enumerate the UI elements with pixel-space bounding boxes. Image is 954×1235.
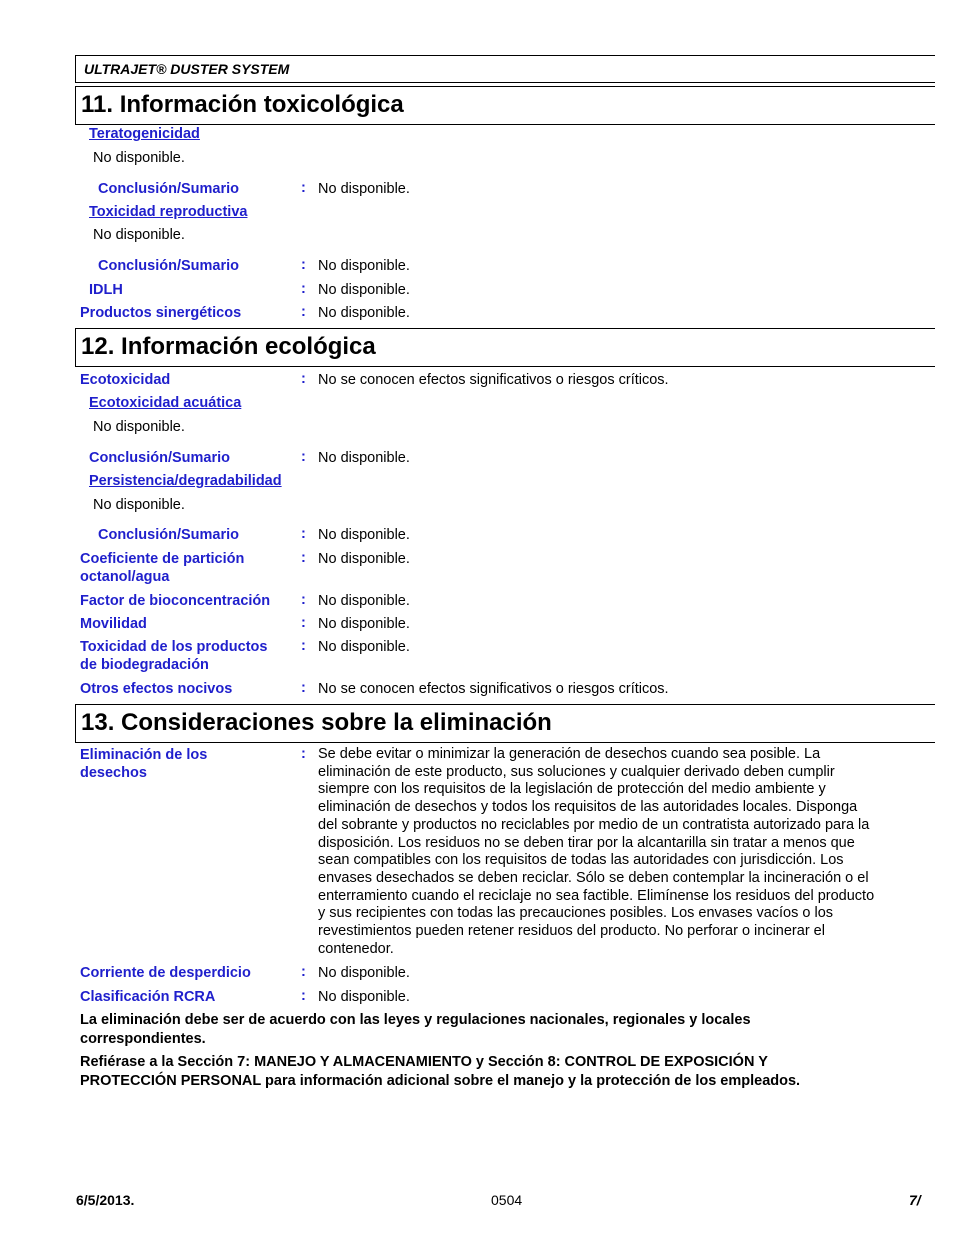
eliminacion-line: envases desechados se deben reciclar. Sólo se deben contemplar la incineración o el <box>318 869 869 886</box>
otros-efectos-label: Otros efectos nocivos <box>80 681 233 697</box>
conclusion-value: No disponible. <box>318 527 410 543</box>
eliminacion-line: y sus recipientes con todas las precauciones posibles. Los envases vacíos o los <box>318 905 834 922</box>
eliminacion-line: del sobrante y productos no reciclables por medio de un contratista autorizado para la <box>318 816 870 833</box>
eliminacion-line: eliminación de este producto, sus soluciones y cualquier derivado deben cumplir <box>318 763 835 780</box>
colon: : <box>301 615 306 631</box>
colon: : <box>301 257 306 273</box>
colon: : <box>301 180 306 196</box>
toxicidad-reproductiva-link[interactable]: Toxicidad reproductiva <box>89 204 248 220</box>
eliminacion-line: revestimientos pueden retener residuos del producto. No perforar o incinerar el <box>318 923 825 940</box>
toxicidad-productos-label-line1: Toxicidad de los productos <box>80 639 268 655</box>
toxicidad-productos-label <box>80 638 267 674</box>
section-13-title: 13. Consideraciones sobre la eliminación <box>81 709 552 736</box>
reference-note <box>80 1053 930 1090</box>
eliminacion-label <box>80 746 207 782</box>
eliminacion-label-line1: Eliminación de los <box>80 747 208 763</box>
conclusion-value: No disponible. <box>318 181 410 197</box>
section-11-header <box>75 86 935 125</box>
conclusion-value: No disponible. <box>318 450 410 466</box>
eliminacion-line: sean compatibles con los requisitos de todas las autoridades con jurisdicción. Los <box>318 852 844 869</box>
colon: : <box>301 449 306 465</box>
conclusion-label: Conclusión/Sumario <box>89 450 230 466</box>
coeficiente-label <box>80 550 244 586</box>
eliminacion-line: siempre con los requisitos de la legislación de protección del medio ambiente y <box>318 781 826 798</box>
eliminacion-line: contenedor. <box>318 940 394 957</box>
eliminacion-line: enterramiento cuando el reciclaje no sea factible. Elimínense los residuos del producto <box>318 887 875 904</box>
bioconcentracion-value: No disponible. <box>318 593 410 609</box>
disposal-note <box>80 1011 880 1048</box>
footer-date: 6/5/2013. <box>76 1192 135 1208</box>
footer-page: 7/ <box>909 1192 921 1208</box>
toxicidad-reproductiva-value: No disponible. <box>93 227 185 243</box>
rcra-label: Clasificación RCRA <box>80 989 216 1005</box>
toxicidad-productos-label-line2: de biodegradación <box>80 657 209 673</box>
ecotoxicidad-value: No se conocen efectos significativos o riesgos críticos. <box>318 372 669 388</box>
idlh-label: IDLH <box>89 282 123 298</box>
eliminacion-line: disposición. Los residuos no se deben tirar por la alcantarilla sin tratar a menos que <box>318 834 855 851</box>
colon: : <box>301 638 306 654</box>
productos-sinergeticos-value: No disponible. <box>318 305 410 321</box>
conclusion-label: Conclusión/Sumario <box>98 527 239 543</box>
colon: : <box>301 988 306 1004</box>
section-12-header <box>75 328 935 367</box>
disposal-note-line1: La eliminación debe ser de acuerdo con las leyes y regulaciones nacionales, regionales y locales <box>80 1012 751 1028</box>
eliminacion-line: eliminación de desechos y todos los requisitos de las autoridades locales. Disponga <box>318 799 858 816</box>
footer-code: 0504 <box>491 1192 523 1208</box>
colon: : <box>301 371 306 387</box>
persistencia-value: No disponible. <box>93 497 185 513</box>
toxicidad-productos-value: No disponible. <box>318 639 410 655</box>
teratogenicidad-link[interactable]: Teratogenicidad <box>89 126 200 142</box>
reference-note-line2: PROTECCIÓN PERSONAL para información adicional sobre el manejo y la protección de los empleados. <box>80 1072 801 1089</box>
colon: : <box>301 592 306 608</box>
colon: : <box>301 680 306 696</box>
colon: : <box>301 746 306 762</box>
eliminacion-line: Se debe evitar o minimizar la generación de desechos cuando sea posible. La <box>318 746 821 762</box>
colon: : <box>301 550 306 566</box>
otros-efectos-value: No se conocen efectos significativos o riesgos críticos. <box>318 681 669 697</box>
conclusion-label: Conclusión/Sumario <box>98 258 239 274</box>
coeficiente-value: No disponible. <box>318 551 410 567</box>
corriente-desperdicio-label: Corriente de desperdicio <box>80 965 251 981</box>
persistencia-link[interactable]: Persistencia/degradabilidad <box>89 473 282 489</box>
colon: : <box>301 304 306 320</box>
colon: : <box>301 964 306 980</box>
section-11-title: 11. Información toxicológica <box>81 91 404 118</box>
coeficiente-label-line1: Coeficiente de partición <box>80 551 245 567</box>
reference-note-line1: Refiérase a la Sección 7: MANEJO Y ALMACENAMIENTO y Sección 8: CONTROL DE EXPOSICIÓN Y <box>80 1054 768 1070</box>
productos-sinergeticos-label: Productos sinergéticos <box>80 305 242 321</box>
conclusion-value: No disponible. <box>318 258 410 274</box>
eliminacion-text <box>318 746 923 958</box>
idlh-value: No disponible. <box>318 282 410 298</box>
ecotoxicidad-label: Ecotoxicidad <box>80 372 171 388</box>
corriente-desperdicio-value: No disponible. <box>318 965 410 981</box>
ecotoxicidad-acuatica-link[interactable]: Ecotoxicidad acuática <box>89 395 242 411</box>
ecotoxicidad-acuatica-value: No disponible. <box>93 419 185 435</box>
colon: : <box>301 281 306 297</box>
eliminacion-label-line2: desechos <box>80 765 147 781</box>
colon: : <box>301 526 306 542</box>
disposal-note-line2: correspondientes. <box>80 1030 206 1047</box>
movilidad-label: Movilidad <box>80 616 147 632</box>
product-name: ULTRAJET® DUSTER SYSTEM <box>84 61 290 77</box>
teratogenicidad-value: No disponible. <box>93 150 185 166</box>
rcra-value: No disponible. <box>318 989 410 1005</box>
section-12-title: 12. Información ecológica <box>81 333 376 360</box>
section-13-header <box>75 704 935 743</box>
movilidad-value: No disponible. <box>318 616 410 632</box>
bioconcentracion-label: Factor de bioconcentración <box>80 593 271 609</box>
coeficiente-label-line2: octanol/agua <box>80 569 170 585</box>
conclusion-label: Conclusión/Sumario <box>98 181 239 197</box>
document-header <box>75 55 935 83</box>
